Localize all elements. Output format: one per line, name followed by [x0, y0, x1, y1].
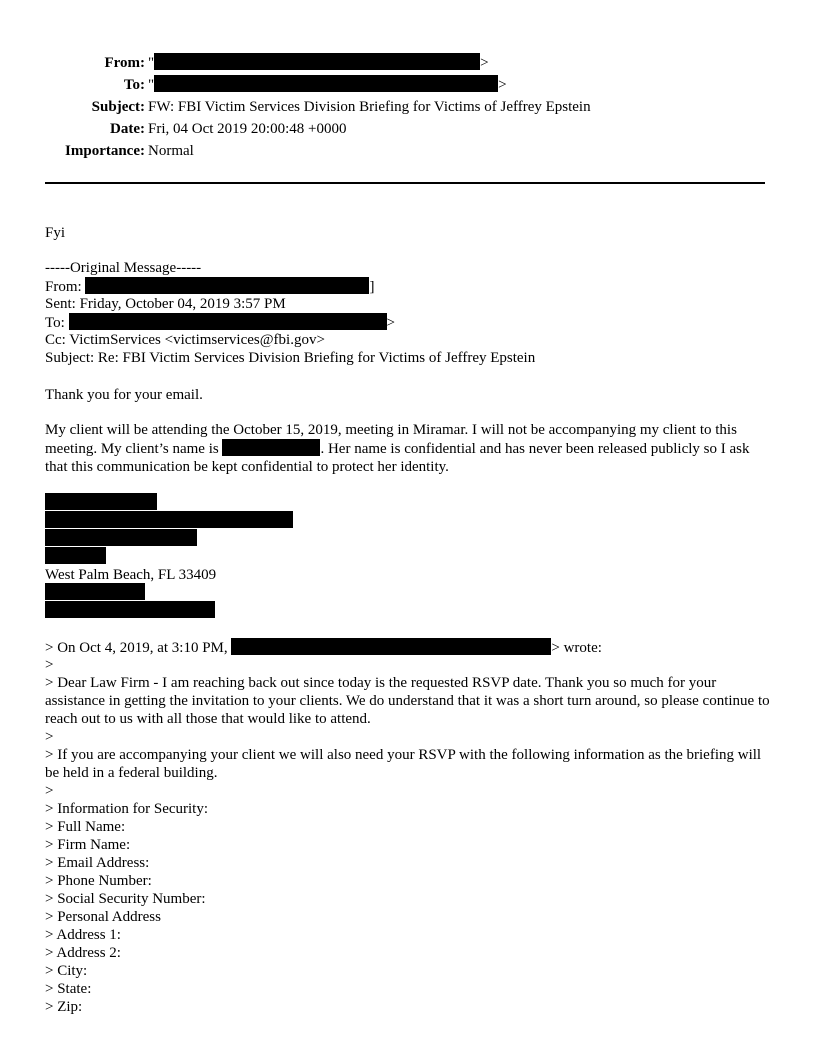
orig-to-line	[45, 313, 395, 332]
quote-blank-line: >	[45, 783, 54, 799]
security-info-list	[45, 800, 208, 1016]
list-item: > City:	[45, 963, 88, 979]
header-to-suffix: >	[498, 77, 507, 93]
header-date-value: Fri, 04 Oct 2019 20:00:48 +0000	[148, 121, 347, 137]
list-item: > Personal Address	[45, 909, 161, 925]
orig-to-suffix: >	[386, 315, 396, 331]
quote-intro-line	[45, 638, 602, 657]
signature-city: West Palm Beach, FL 33409	[45, 567, 217, 583]
redaction-block	[45, 511, 293, 528]
fyi-text: Fyi	[45, 225, 66, 241]
original-message-marker: -----Original Message-----	[45, 260, 202, 276]
header-date-label: Date:	[110, 121, 145, 137]
quote-blank-line: >	[45, 657, 54, 673]
header-from-value	[148, 52, 489, 74]
quote-paragraph-2: > If you are accompanying your client we will also need your RSVP with the following information as the briefing will be held in a federal building.	[45, 747, 762, 781]
redaction-block	[154, 75, 498, 92]
header-from-label: From:	[104, 55, 145, 71]
orig-from-suffix: ]	[369, 279, 375, 295]
thanks-text: Thank you for your email.	[45, 387, 203, 403]
list-item: > State:	[45, 981, 92, 997]
redaction-block	[45, 583, 145, 600]
orig-subject-line: Subject: Re: FBI Victim Services Division Briefing for Victims of Jeffrey Epstein	[45, 350, 536, 366]
client-paragraph	[45, 421, 770, 476]
header-to-value	[148, 74, 507, 96]
list-item: > Full Name:	[45, 819, 126, 835]
client-paragraph-part2: . Her name is confidential and has never been released publicly so I ask that this communication be kept confidential to protect her identity.	[45, 441, 750, 475]
header-subject-label: Subject:	[91, 99, 145, 115]
header-importance-value: Normal	[148, 143, 194, 159]
quote-blank-line: >	[45, 729, 54, 745]
list-item: > Address 2:	[45, 945, 121, 961]
redaction-block	[222, 439, 320, 456]
list-item: > Zip:	[45, 999, 83, 1015]
header-from-suffix: >	[480, 55, 489, 71]
redaction-block	[45, 547, 106, 564]
header-importance-label: Importance:	[65, 143, 145, 159]
orig-from-line	[45, 277, 374, 296]
quote-intro-part1: > On Oct 4, 2019, at 3:10 PM,	[45, 640, 228, 656]
redaction-block	[45, 601, 215, 618]
list-item: > Social Security Number:	[45, 891, 206, 907]
redaction-block	[231, 638, 551, 655]
quote-paragraph-1: > Dear Law Firm - I am reaching back out since today is the requested RSVP date. Thank you so much for your assistance in getting the invitation to your clients. We do understand that it was a short turn around, so please continue to reach out to us with all those that would like to attend.	[45, 675, 770, 727]
list-item: > Phone Number:	[45, 873, 152, 889]
redaction-block	[45, 493, 157, 510]
header-to-prefix: "	[148, 77, 155, 93]
header-divider	[45, 182, 765, 184]
client-paragraph-part1: My client will be attending the October 15, 2019, meeting in Miramar. I will not be accompanying my client to this meeting. My client’s name is	[45, 422, 737, 457]
redaction-block	[69, 313, 387, 330]
orig-from-label: From:	[45, 279, 82, 295]
list-item: > Firm Name:	[45, 837, 131, 853]
list-item: > Address 1:	[45, 927, 121, 943]
redaction-block	[85, 277, 369, 294]
header-from-prefix: "	[148, 55, 155, 71]
orig-cc-line: Cc: VictimServices <victimservices@fbi.gov>	[45, 332, 325, 348]
header-to-label: To:	[123, 77, 145, 93]
quote-intro-part2: > wrote:	[551, 640, 602, 656]
list-item: > Email Address:	[45, 855, 150, 871]
orig-sent-line: Sent: Friday, October 04, 2019 3:57 PM	[45, 296, 286, 312]
list-item: > Information for Security:	[45, 801, 209, 817]
orig-to-label: To:	[45, 315, 65, 331]
redaction-block	[45, 529, 197, 546]
redaction-block	[154, 53, 480, 70]
header-subject-value: FW: FBI Victim Services Division Briefing for Victims of Jeffrey Epstein	[148, 99, 591, 115]
